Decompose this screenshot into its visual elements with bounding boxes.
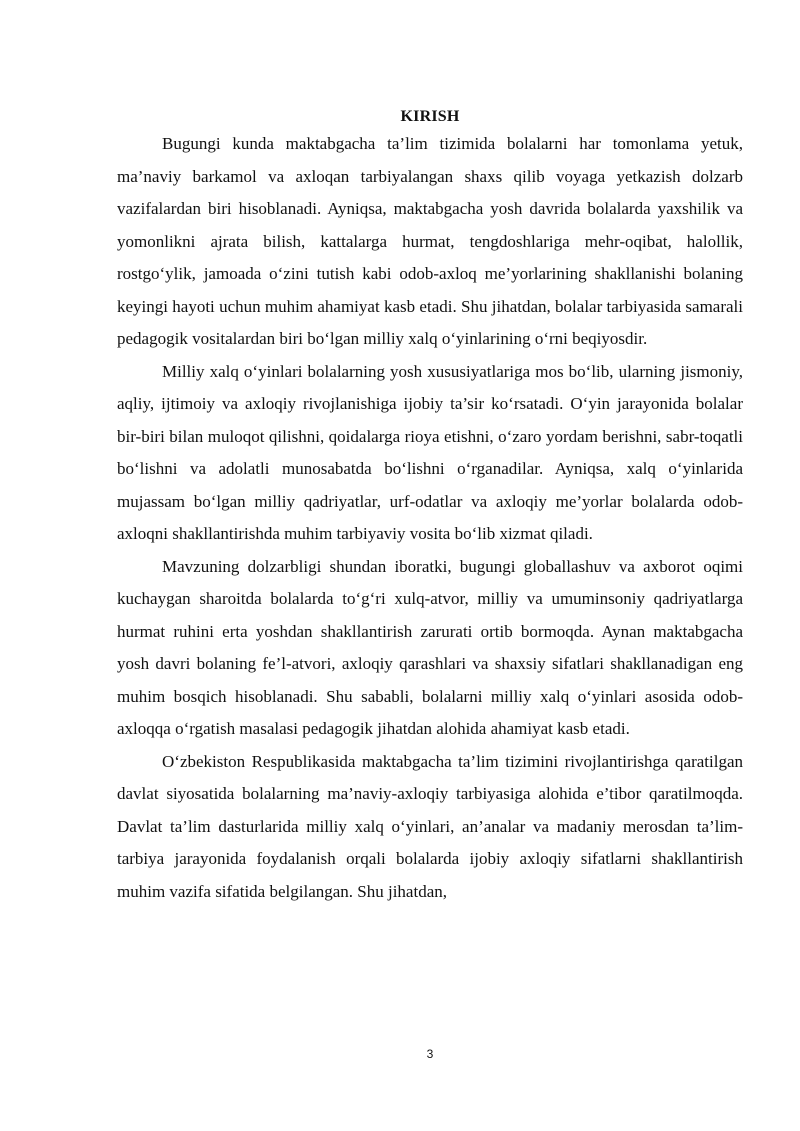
paragraph-1: Bugungi kunda maktabgacha ta’lim tizimida bolalarni har tomonlama yetuk, ma’naviy barkamol va axloqan tarbiyalangan shaxs qilib voyaga yetkazish dolzarb vazifalardan biri hisoblanadi. Ayniqsa, maktabgacha yosh davrida bolalarda yaxshilik va yomonlikni ajrata bilish, kattalarga hurmat, tengdoshlariga mehr-oqibat, halollik, rostgo‘ylik, jamoada o‘zini tutish kabi odob-axloq me’yorlarining shakllanishi bolaning keyingi hayoti uchun muhim ahamiyat kasb etadi. Shu jihatdan, bolalar tarbiyasida samarali pedagogik vositalardan biri bo‘lgan milliy xalq o‘yinlarining o‘rni beqiyosdir. — [117, 134, 743, 348]
paragraph-4: O‘zbekiston Respublikasida maktabgacha ta’lim tizimini rivojlantirishga qaratilgan davlat siyosatida bolalarning ma’naviy-axloqiy tarbiyasiga alohida e’tibor qaratilmoqda. Davlat ta’lim dasturlarida milliy xalq o‘yinlari, an’analar va madaniy merosdan ta’lim-tarbiya jarayonida foydalanish orqali bolalarda ijobiy axloqiy sifatlarni shakllantirish muhim vazifa sifatida belgilangan. Shu jihatdan, — [117, 751, 743, 901]
page-number: 3 — [426, 1047, 434, 1061]
paragraph-3: Mavzuning dolzarbligi shundan iboratki, bugungi globallashuv va axborot oqimi kuchaygan sharoitda bolalarda to‘g‘ri xulq-atvor, milliy va umuminsoniy qadriyatlarga hurmat ruhini erta yoshdan shakllantirish zarurati ortib bormoqda. Aynan maktabgacha yosh davri bolaning fe’l-atvori, axloqiy qarashlari va shaxsiy sifatlari shakllanadigan eng muhim bosqich hisoblanadi. Shu sababli, bolalarni milliy xalq o‘yinlari asosida odob-axloqqa o‘rgatish masalasi pedagogik jihatdan alohida ahamiyat kasb etadi. — [117, 556, 743, 738]
body-text — [117, 128, 743, 908]
section-heading: KIRISH — [400, 108, 460, 125]
paragraph-2: Milliy xalq o‘yinlari bolalarning yosh xususiyatlariga mos bo‘lib, ularning jismoniy, aqliy, ijtimoiy va axloqiy rivojlanishiga ijobiy ta’sir ko‘rsatadi. O‘yin jarayonida bolalar bir-biri bilan muloqot qilishni, qoidalarga rioya etishni, o‘zaro yordam berishni, sabr-toqatli bo‘lishni va adolatli munosabatda bo‘lishni o‘rganadilar. Ayniqsa, xalq o‘yinlarida mujassam bo‘lgan milliy qadriyatlar, urf-odatlar va axloqiy me’yorlar bolalarda odob-axloqni shakllantirishda muhim tarbiyaviy vosita bo‘lib xizmat qiladi. — [117, 361, 743, 543]
